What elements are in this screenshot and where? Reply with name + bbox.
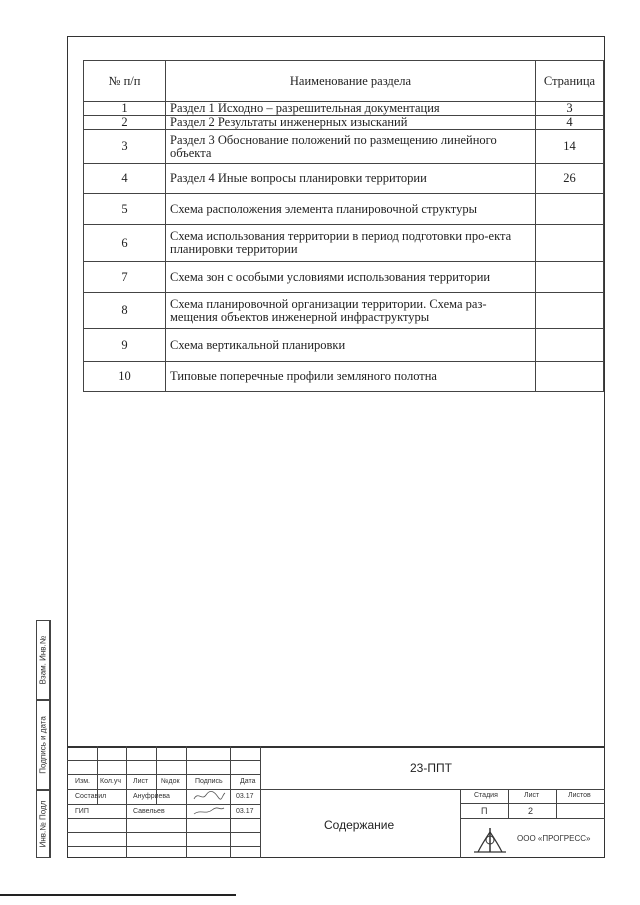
stamp-name-compiled: Ануфриева [133, 793, 170, 800]
header-name: Наименование раздела [166, 61, 536, 102]
row-num: 9 [84, 329, 166, 362]
side-box-podpis [36, 700, 50, 790]
stamp-top-line [67, 746, 605, 748]
signature-icon [192, 805, 226, 817]
table-row [84, 362, 604, 392]
row-num: 3 [84, 130, 166, 164]
stage-label: Стадия [474, 792, 498, 799]
stamp-line [67, 832, 260, 833]
stamp-name-gip: Савельев [133, 808, 165, 815]
list-value: 2 [528, 806, 534, 816]
row-name: Схема расположения элемента планировочной структуры [166, 194, 536, 225]
stamp-right-col [508, 789, 509, 818]
stamp-line [67, 846, 260, 847]
listov-label: Листов [568, 792, 591, 799]
table-row [84, 329, 604, 362]
side-column-line [50, 620, 51, 858]
row-page: 4 [536, 116, 604, 130]
row-name: Раздел 2 Результаты инженерных изысканий [166, 116, 536, 130]
company-name: ООО «ПРОГРЕСС» [517, 834, 591, 843]
row-page [536, 329, 604, 362]
company-logo-icon [472, 826, 508, 854]
stamp-line [67, 760, 260, 761]
table-header-row [84, 61, 604, 102]
row-num: 4 [84, 164, 166, 194]
row-name: Схема зон с особыми условиями использования территории [166, 262, 536, 293]
stamp-line [67, 789, 605, 790]
stage-value: П [481, 806, 488, 816]
stamp-col-line [126, 746, 127, 858]
stamp-right-line [460, 818, 605, 819]
table-row [84, 164, 604, 194]
header-page: Страница [536, 61, 604, 102]
stamp-right-line [460, 803, 605, 804]
row-page [536, 293, 604, 329]
row-page: 3 [536, 102, 604, 116]
stamp-line [67, 818, 260, 819]
stamp-col-ndok: №док [161, 778, 180, 785]
row-page: 26 [536, 164, 604, 194]
row-num: 2 [84, 116, 166, 130]
stamp-right-divider [460, 789, 461, 858]
row-num: 6 [84, 225, 166, 262]
row-name: Раздел 3 Обоснование положений по размещению линейного объекта [166, 130, 536, 164]
row-page [536, 225, 604, 262]
stamp-line [67, 804, 260, 805]
row-name: Схема вертикальной планировки [166, 329, 536, 362]
row-num: 1 [84, 102, 166, 116]
row-name: Раздел 4 Иные вопросы планировки территории [166, 164, 536, 194]
row-num: 10 [84, 362, 166, 392]
side-label-vzam: Взам. Инв.№ [38, 635, 48, 685]
table-row [84, 102, 604, 116]
side-box-inv [36, 790, 50, 858]
page-bottom-line [0, 894, 236, 896]
contents-table [83, 60, 604, 392]
row-page [536, 362, 604, 392]
stamp-col-izm: Изм. [75, 778, 90, 785]
row-page: 14 [536, 130, 604, 164]
stamp-date-compiled: 03.17 [236, 793, 254, 800]
row-name: Схема планировочной организации территории. Схема раз-мещения объектов инженерной инфраструктуры [166, 293, 536, 329]
table-row [84, 130, 604, 164]
table-row [84, 116, 604, 130]
side-box-vzam [36, 620, 50, 700]
row-name: Схема использования территории в период подготовки про-екта планировки территории [166, 225, 536, 262]
side-label-podpis: Подпись и дата [38, 716, 48, 774]
row-num: 8 [84, 293, 166, 329]
row-name: Раздел 1 Исходно – разрешительная документация [166, 102, 536, 116]
stamp-col-line [230, 746, 231, 858]
row-num: 7 [84, 262, 166, 293]
header-num: № п/п [84, 61, 166, 102]
stamp-divider [260, 746, 261, 858]
row-page [536, 262, 604, 293]
stamp-col-podpis: Подпись [195, 778, 223, 785]
stamp-right-col [556, 789, 557, 818]
table-row [84, 194, 604, 225]
document-title: Содержание [324, 818, 395, 832]
side-label-inv: Инв.№ Подл [38, 800, 48, 848]
table-row [84, 262, 604, 293]
stamp-col-line [186, 746, 187, 858]
stamp-col-list: Лист [133, 778, 149, 785]
stamp-role-gip: ГИП [75, 808, 89, 815]
table-row [84, 293, 604, 329]
stamp-line [67, 774, 260, 775]
table-row [84, 225, 604, 262]
row-num: 5 [84, 194, 166, 225]
signature-icon [192, 789, 226, 803]
list-label: Лист [524, 792, 540, 799]
stamp-col-data: Дата [240, 778, 256, 785]
stamp-date-gip: 03.17 [236, 808, 254, 815]
stamp-col-kol: Кол.уч [100, 778, 121, 785]
stamp-role-compiled: Составил [75, 793, 107, 800]
row-name: Типовые поперечные профили земляного полотна [166, 362, 536, 392]
document-code: 23-ППТ [410, 761, 452, 775]
row-page [536, 194, 604, 225]
